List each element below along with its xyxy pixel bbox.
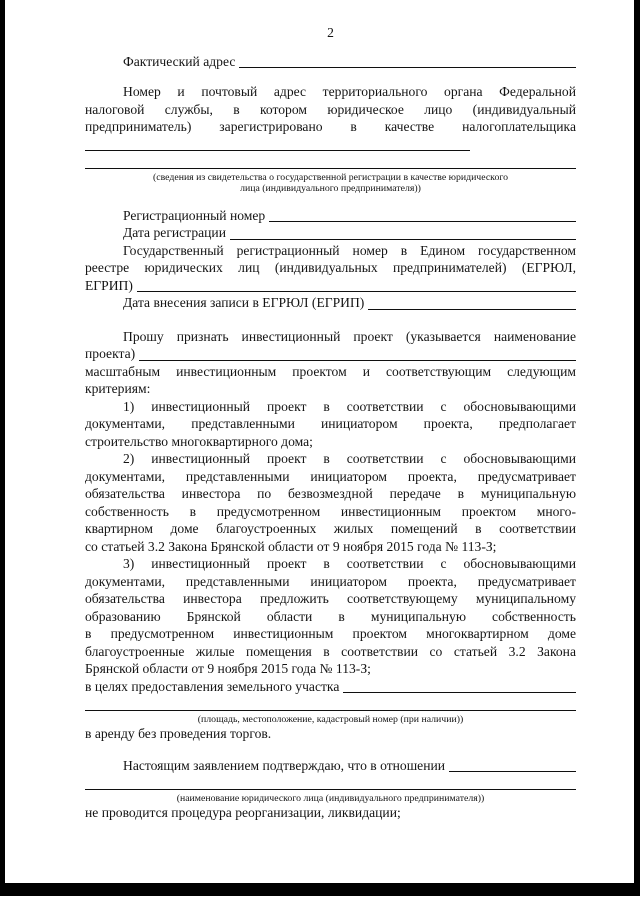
criteria-2-line-1: 2) инвестиционный проект в соответствии с обосновывающими [123,451,576,466]
blank-underline [85,774,576,790]
para-request-line-4: критериям: [85,381,151,396]
blank-underline-full-3 [85,774,576,792]
scan-artifact-bottom-edge [0,883,640,896]
gap-1 [85,70,576,83]
criteria-1-line-1: 1) инвестиционный проект в соответствии с обосновывающими [123,398,576,414]
criteria-3-line-7: Брянской области от 9 ноября 2015 года № 113-З; [85,661,371,676]
field-registration-number-label: Регистрационный номер [123,207,266,223]
para-confirmation-label: Настоящим заявлением подтверждаю, что в отношении [123,757,446,773]
line-lease-no-auction: в аренду без проведения торгов. [85,726,272,741]
criteria-3-line-4: образованию Брянской области в муниципальную собственность [85,608,576,624]
blank-underline [449,757,576,773]
document-content [85,24,576,822]
blank-underline-full-1 [85,153,576,171]
blank-underline [239,53,576,69]
field-egrul-entry-date [85,294,576,312]
para-ogrn-line-3-label: ЕГРИП) [85,277,133,293]
blank-underline [85,136,470,152]
para-ogrn-line-3 [85,277,576,295]
para-request-line-2 [85,345,576,363]
scan-artifact-right-edge [634,0,640,888]
caption-registration-certificate: (сведения из свидетельства о государственной регистрации в качестве юридического лица (индивидуального предпринимателя)) [152,171,509,194]
para-tax-authority-line-3: предприниматель) зарегистрировано в качестве налогоплательщика [85,119,576,134]
blank-underline-partial [85,136,576,154]
field-land-plot-label: в целях предоставления земельного участка [85,678,340,694]
para-ogrn-line-1: Государственный регистрационный номер в Едином государственном [123,242,576,258]
blank-underline [230,224,576,240]
scan-artifact-left-edge [0,0,5,888]
field-actual-address-label: Фактический адрес [123,53,236,69]
criteria-2-line-2: документами, представленными инициатором проекта, предусматривает [85,468,576,484]
criteria-3-line-6: благоустроенные жилые помещения в соответствии со статьей 3.2 Закона [85,643,576,659]
blank-underline [343,678,576,694]
field-registration-date [85,224,576,242]
blank-underline [368,294,576,310]
criteria-2-line-3: обязательства инвестора по безвозмездной передаче в муниципальную [85,486,576,501]
field-registration-number [85,207,576,225]
field-registration-date-label: Дата регистрации [123,225,226,240]
criteria-2-line-6: со статьей 3.2 Закона Брянской области от 9 ноября 2015 года № 113-З; [85,538,497,554]
criteria-3-line-2: документами, представленными инициатором проекта, предусматривает [85,573,576,589]
blank-underline [85,153,576,169]
gap-2 [85,195,576,207]
criteria-2-line-4: собственность в предусмотренном инвестиционным проектом много- [85,503,576,519]
para-tax-authority-line-2: налоговой службы, в котором юридическое лицо (индивидуальный [85,101,576,117]
criteria-3-line-3: обязательства инвестора предложить соответствующему муниципальному [85,591,576,606]
caption-legal-name: (наименование юридического лица (индивидуального предпринимателя)) [176,792,485,804]
criteria-2-line-5: квартирном доме благоустроенных жилых помещений в соответствии [85,521,576,536]
para-confirmation [85,757,576,775]
criteria-3-line-5: в предусмотренном инвестиционным проектом многоквартирном доме [85,626,576,641]
para-request-line-2-label: проекта) [85,346,136,361]
gap-3 [85,312,576,328]
caption-land-details: (площадь, местоположение, кадастровый номер (при наличии)) [197,713,464,725]
gap-4 [85,743,576,757]
para-request-line-1: Прошу признать инвестиционный проект (указывается наименование [123,328,576,344]
para-request-line-3: масштабным инвестиционным проектом и соответствующим следующим [85,363,576,379]
criteria-1-line-2: документами, представленными инициатором проекта, предполагает [85,416,576,431]
field-egrul-entry-date-label: Дата внесения записи в ЕГРЮЛ (ЕГРИП) [123,295,365,310]
line-no-reorganization: не проводится процедура реорганизации, ликвидации; [85,805,401,820]
criteria-3-line-1: 3) инвестиционный проект в соответствии с обосновывающими [123,556,576,571]
page-number: 2 [327,25,334,40]
blank-underline [85,695,576,711]
blank-underline [269,207,576,223]
blank-underline-full-2 [85,695,576,713]
criteria-1-line-3: строительство многоквартирного дома; [85,433,313,449]
blank-underline [137,277,576,293]
blank-underline [139,345,576,361]
para-ogrn-line-2: реестре юридических лиц (индивидуальных предпринимателей) (ЕГРЮЛ, [85,260,576,275]
para-tax-authority-line-1: Номер и почтовый адрес территориального органа Федеральной [123,84,576,99]
field-land-plot [85,678,576,696]
field-actual-address [85,53,576,71]
